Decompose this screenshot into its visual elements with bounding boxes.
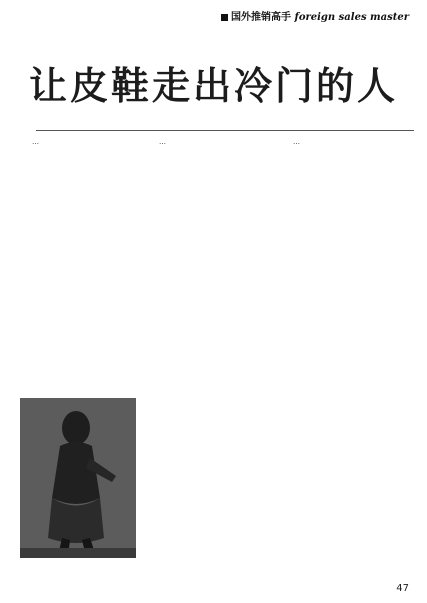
- square-bullet-icon: [221, 14, 228, 21]
- article-title: 让皮鞋走出冷门的人: [28, 64, 398, 108]
- column-3-text: …: [293, 138, 300, 146]
- section-label: 国外推销高手: [231, 12, 292, 23]
- section-label-en: foreign sales master: [294, 12, 409, 23]
- article-photo: [20, 398, 136, 558]
- column-2-text: …: [159, 138, 166, 146]
- column-1-text: …: [32, 138, 39, 146]
- article-column-3: [279, 137, 407, 583]
- section-header: [221, 8, 409, 23]
- article-column-1: [18, 137, 136, 395]
- page-number: 47: [396, 583, 409, 594]
- article-column-2: [145, 137, 267, 583]
- photo-illustration: [20, 398, 136, 558]
- title-divider: [36, 130, 414, 131]
